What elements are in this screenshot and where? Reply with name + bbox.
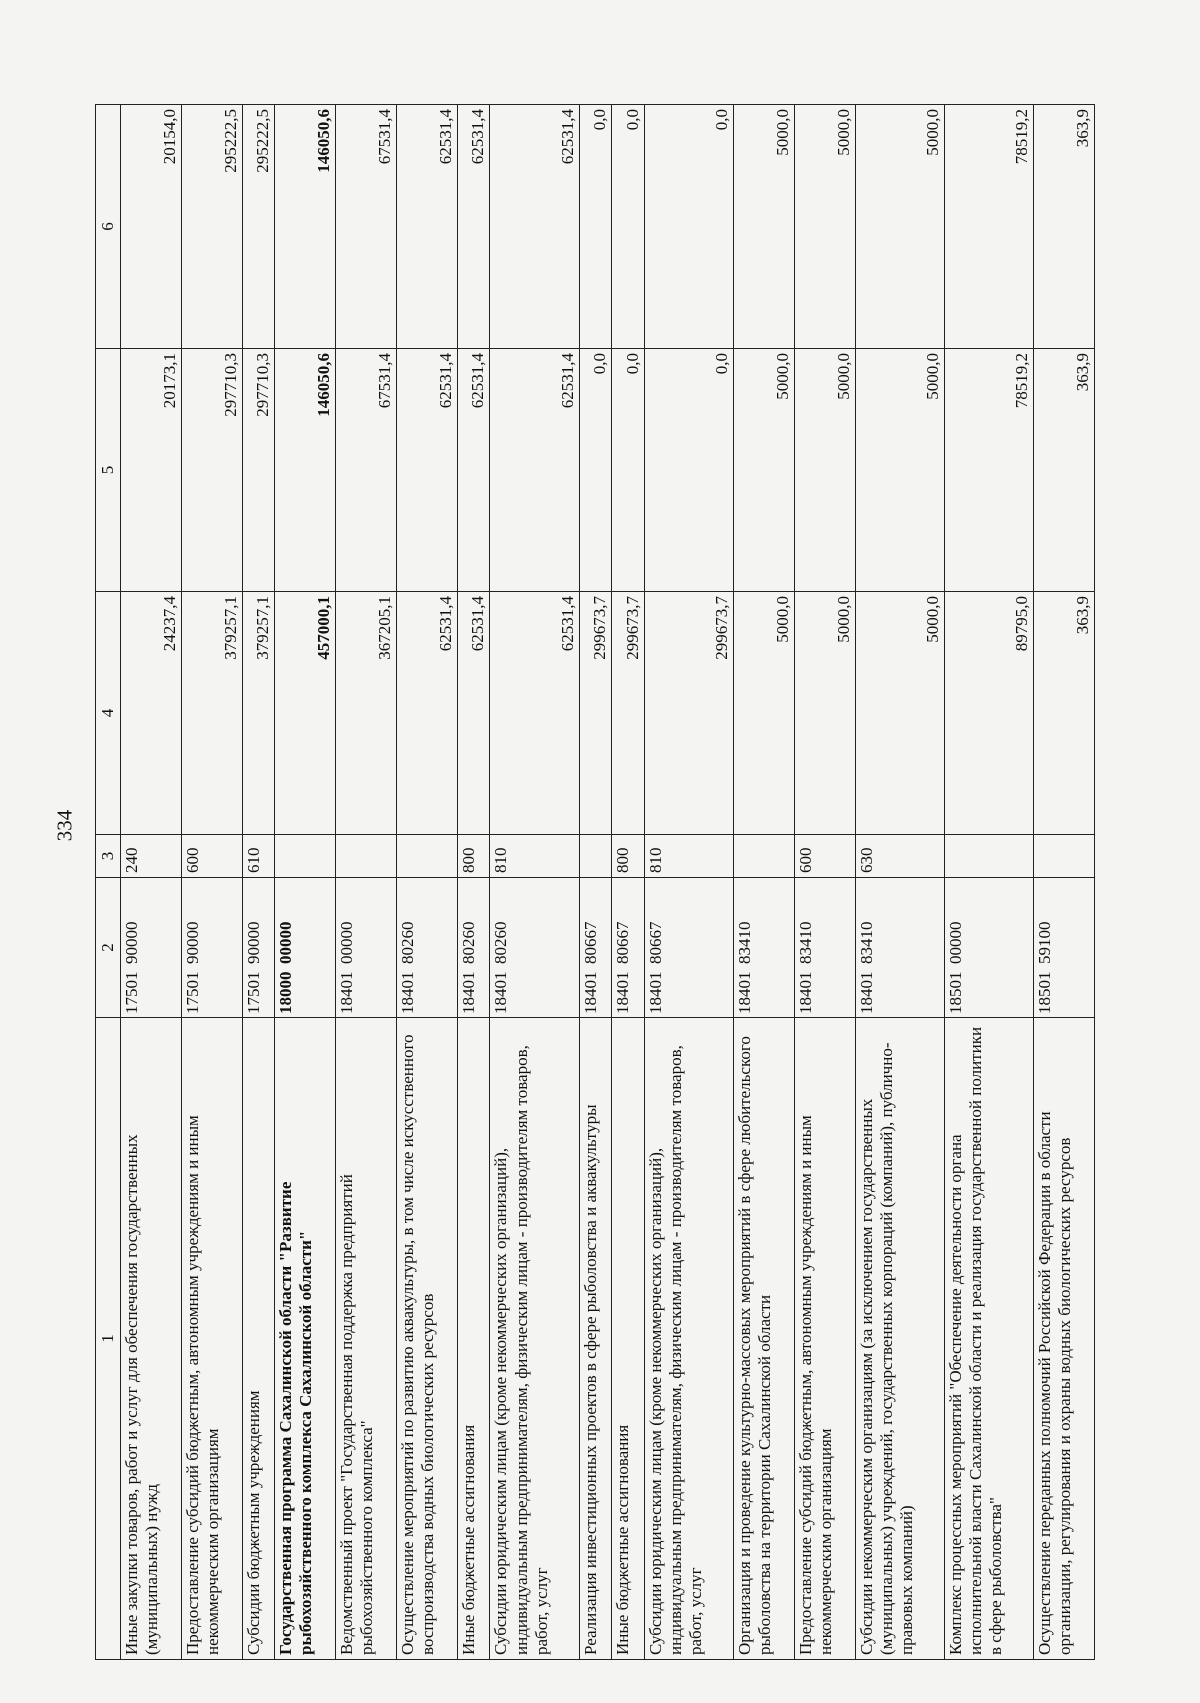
value-5-text: 5000,0 xyxy=(772,353,792,400)
code-part-2: 59100 xyxy=(1035,921,1055,964)
row-value-4 xyxy=(457,592,490,835)
code-part-2: 83410 xyxy=(734,921,754,964)
row-value-6 xyxy=(1034,105,1095,349)
row-description xyxy=(457,1018,490,1660)
row-value-5 xyxy=(490,349,579,592)
row-code xyxy=(579,878,612,1018)
value-4-text: 299673,7 xyxy=(622,596,642,660)
row-value-4 xyxy=(855,592,944,835)
value-4-text: 24237,4 xyxy=(159,596,179,652)
expense-type-text: 600 xyxy=(795,847,815,873)
row-code xyxy=(457,878,490,1018)
value-6-text: 20154,0 xyxy=(159,109,179,165)
table-row xyxy=(1034,105,1095,1660)
header-col-6: 6 xyxy=(96,105,121,349)
value-4-text: 363,9 xyxy=(1072,596,1092,635)
row-expense-type xyxy=(121,835,182,878)
row-description xyxy=(579,1018,612,1660)
value-6-text: 5000,0 xyxy=(922,109,942,156)
description-text: Реализация инвестиционных проектов в сфере рыболовства и аквакультуры xyxy=(580,1104,600,1655)
description-text: Предоставление субсидий бюджетным, автономным учреждениям и иным некоммерческим организациям xyxy=(795,1115,835,1655)
code-part-2: 83410 xyxy=(795,921,815,964)
row-value-6 xyxy=(242,105,275,349)
code-part-1: 18401 xyxy=(795,971,815,1014)
row-description xyxy=(121,1018,182,1660)
row-value-4 xyxy=(490,592,579,835)
row-value-5 xyxy=(121,349,182,592)
value-6-text: 5000,0 xyxy=(772,109,792,156)
row-value-4 xyxy=(733,592,794,835)
value-5-text: 62531,4 xyxy=(435,353,455,409)
table-row xyxy=(336,105,397,1660)
row-value-4 xyxy=(944,592,1033,835)
value-6-text: 0,0 xyxy=(711,109,731,131)
value-6-text: 5000,0 xyxy=(833,109,853,156)
value-5-text: 297710,3 xyxy=(220,353,240,417)
value-5-text: 363,9 xyxy=(1072,353,1092,392)
row-value-4 xyxy=(644,592,733,835)
code-part-2: 80667 xyxy=(613,921,633,964)
table-row xyxy=(181,105,242,1660)
value-5-text: 0,0 xyxy=(711,353,731,375)
value-6-text: 0,0 xyxy=(622,109,642,131)
row-expense-type xyxy=(397,835,458,878)
expense-type-text: 610 xyxy=(243,847,263,873)
value-6-text: 363,9 xyxy=(1072,109,1092,148)
row-code xyxy=(733,878,794,1018)
code-part-2: 00000 xyxy=(337,921,357,964)
row-value-6 xyxy=(612,105,645,349)
row-value-6 xyxy=(121,105,182,349)
code-part-2: 90000 xyxy=(122,921,141,964)
row-description xyxy=(336,1018,397,1660)
row-value-5 xyxy=(644,349,733,592)
expense-type-text: 800 xyxy=(613,847,633,873)
row-value-4 xyxy=(1034,592,1095,835)
row-description xyxy=(644,1018,733,1660)
value-5-text: 0,0 xyxy=(622,353,642,375)
description-text: Организация и проведение культурно-массовых мероприятий в сфере любительского рыболовства на территории Сахалинской области xyxy=(734,1036,774,1655)
description-text: Комплекс процессных мероприятий "Обеспечение деятельности органа исполнительной власти Сахалинской области и реализация государственной политики в сфере рыболовства" xyxy=(945,1026,1005,1655)
row-value-5 xyxy=(579,349,612,592)
code-part-1: 18401 xyxy=(734,971,754,1014)
row-value-4 xyxy=(612,592,645,835)
page-number xyxy=(50,795,80,855)
row-value-5 xyxy=(275,349,336,592)
row-expense-type xyxy=(644,835,733,878)
row-code xyxy=(397,878,458,1018)
code-part-1: 18401 xyxy=(398,971,418,1014)
value-5-text: 78519,2 xyxy=(1012,353,1032,409)
value-6-text: 295222,5 xyxy=(253,109,273,173)
row-code xyxy=(242,878,275,1018)
row-expense-type xyxy=(612,835,645,878)
value-6-text: 146050,6 xyxy=(314,109,334,173)
expense-type-text: 600 xyxy=(182,847,202,873)
code-part-1: 17501 xyxy=(122,971,141,1014)
budget-table-wrapper xyxy=(95,105,1095,1660)
value-4-text: 457000,1 xyxy=(314,596,334,660)
table-row xyxy=(457,105,490,1660)
row-value-6 xyxy=(181,105,242,349)
row-expense-type xyxy=(579,835,612,878)
row-value-6 xyxy=(855,105,944,349)
row-value-4 xyxy=(242,592,275,835)
row-code xyxy=(612,878,645,1018)
row-value-5 xyxy=(794,349,855,592)
value-5-text: 5000,0 xyxy=(833,353,853,400)
value-6-text: 78519,2 xyxy=(1012,109,1032,165)
table-row xyxy=(733,105,794,1660)
code-part-1: 18401 xyxy=(458,971,478,1014)
code-part-1: 18401 xyxy=(645,971,665,1014)
code-part-1: 17501 xyxy=(182,971,202,1014)
description-text: Осуществление мероприятий по развитию аквакультуры, в том числе искусственного воспроизводства водных биологических ресурсов xyxy=(398,1034,438,1655)
row-value-5 xyxy=(397,349,458,592)
row-description xyxy=(733,1018,794,1660)
row-value-6 xyxy=(794,105,855,349)
row-code xyxy=(855,878,944,1018)
row-expense-type xyxy=(490,835,579,878)
row-description xyxy=(397,1018,458,1660)
description-text: Осуществление переданных полномочий Российской Федерации в области организации, регулирования и охраны водных биологических ресурсов xyxy=(1035,1111,1075,1655)
value-4-text: 367205,1 xyxy=(375,596,394,660)
row-code xyxy=(275,878,336,1018)
description-text: Иные бюджетные ассигнования xyxy=(613,1424,633,1655)
table-body xyxy=(121,105,1095,1660)
table-row xyxy=(612,105,645,1660)
value-5-text: 0,0 xyxy=(590,353,610,375)
row-code xyxy=(644,878,733,1018)
code-part-1: 18401 xyxy=(337,971,357,1014)
row-value-5 xyxy=(944,349,1033,592)
code-part-2: 90000 xyxy=(243,921,263,964)
value-6-text: 295222,5 xyxy=(220,109,240,173)
row-value-4 xyxy=(181,592,242,835)
row-expense-type xyxy=(794,835,855,878)
code-part-2: 80667 xyxy=(580,921,600,964)
table-row xyxy=(579,105,612,1660)
expense-type-text: 810 xyxy=(491,847,511,873)
page-number-text: 334 xyxy=(52,809,77,841)
description-text: Субсидии бюджетным учреждениям xyxy=(243,1390,263,1655)
description-text: Иные закупки товаров, работ и услуг для обеспечения государственных (муниципальных) нужд xyxy=(122,1134,162,1655)
code-part-1: 18401 xyxy=(856,971,876,1014)
row-value-5 xyxy=(733,349,794,592)
description-text: Предоставление субсидий бюджетным, автономным учреждениям и иным некоммерческим организациям xyxy=(182,1115,222,1655)
value-4-text: 5000,0 xyxy=(772,596,792,643)
value-6-text: 62531,4 xyxy=(557,109,577,165)
description-text: Субсидии юридическим лицам (кроме некоммерческих организаций), индивидуальным предпринимателям, физическим лицам - производителям товаров, работ, услуг xyxy=(645,1045,705,1655)
value-4-text: 5000,0 xyxy=(833,596,853,643)
value-4-text: 62531,4 xyxy=(435,596,455,652)
row-expense-type xyxy=(855,835,944,878)
row-value-6 xyxy=(397,105,458,349)
row-value-4 xyxy=(579,592,612,835)
description-text: Иные бюджетные ассигнования xyxy=(458,1424,478,1655)
value-5-text: 62531,4 xyxy=(468,353,488,409)
table-row xyxy=(490,105,579,1660)
code-part-2: 80260 xyxy=(458,921,478,964)
row-code xyxy=(944,878,1033,1018)
budget-table xyxy=(95,104,1095,1660)
expense-type-text: 800 xyxy=(458,847,478,873)
code-part-1: 17501 xyxy=(243,971,263,1014)
row-value-6 xyxy=(336,105,397,349)
table-row xyxy=(242,105,275,1660)
row-description xyxy=(1034,1018,1095,1660)
row-expense-type xyxy=(181,835,242,878)
header-col-4: 4 xyxy=(96,592,121,835)
row-value-4 xyxy=(336,592,397,835)
code-part-1: 18501 xyxy=(945,971,965,1014)
value-4-text: 379257,1 xyxy=(220,596,240,660)
row-value-4 xyxy=(397,592,458,835)
header-col-5: 5 xyxy=(96,349,121,592)
row-expense-type xyxy=(457,835,490,878)
value-4-text: 62531,4 xyxy=(557,596,577,652)
value-5-text: 67531,4 xyxy=(375,353,394,409)
row-value-6 xyxy=(457,105,490,349)
row-value-5 xyxy=(181,349,242,592)
header-row xyxy=(96,105,121,1660)
value-4-text: 299673,7 xyxy=(711,596,731,660)
row-value-6 xyxy=(733,105,794,349)
row-description xyxy=(944,1018,1033,1660)
row-value-5 xyxy=(242,349,275,592)
row-expense-type xyxy=(242,835,275,878)
row-description xyxy=(794,1018,855,1660)
value-4-text: 89795,0 xyxy=(1012,596,1032,652)
row-description xyxy=(855,1018,944,1660)
value-5-text: 146050,6 xyxy=(314,353,334,417)
row-value-6 xyxy=(275,105,336,349)
row-expense-type xyxy=(275,835,336,878)
row-value-4 xyxy=(794,592,855,835)
row-value-4 xyxy=(121,592,182,835)
table-row xyxy=(397,105,458,1660)
row-description xyxy=(490,1018,579,1660)
code-part-2: 80667 xyxy=(645,921,665,964)
code-part-2: 80260 xyxy=(398,921,418,964)
code-part-1: 18401 xyxy=(613,971,633,1014)
description-text: Субсидии юридическим лицам (кроме некоммерческих организаций), индивидуальным предпринимателям, физическим лицам - производителям товаров, работ, услуг xyxy=(491,1045,551,1655)
header-col-2: 2 xyxy=(96,878,121,1018)
row-value-6 xyxy=(579,105,612,349)
row-code xyxy=(121,878,182,1018)
table-row xyxy=(644,105,733,1660)
code-part-2: 00000 xyxy=(945,921,965,964)
row-expense-type xyxy=(1034,835,1095,878)
code-part-1: 18000 xyxy=(276,971,296,1014)
value-5-text: 5000,0 xyxy=(922,353,942,400)
value-4-text: 5000,0 xyxy=(922,596,942,643)
expense-type-text: 630 xyxy=(856,847,876,873)
expense-type-text: 240 xyxy=(122,847,141,873)
row-value-5 xyxy=(855,349,944,592)
value-5-text: 20173,1 xyxy=(159,353,179,409)
description-text: Государственная программа Сахалинской области "Развитие рыбохозяйственного комплекса Сахалинской области" xyxy=(276,1181,316,1655)
row-description xyxy=(275,1018,336,1660)
table-row xyxy=(121,105,182,1660)
row-value-5 xyxy=(612,349,645,592)
value-6-text: 62531,4 xyxy=(468,109,488,165)
row-code xyxy=(1034,878,1095,1018)
value-6-text: 62531,4 xyxy=(435,109,455,165)
header-col-3: 3 xyxy=(96,835,121,878)
row-value-5 xyxy=(336,349,397,592)
row-value-5 xyxy=(1034,349,1095,592)
row-expense-type xyxy=(336,835,397,878)
value-6-text: 0,0 xyxy=(590,109,610,131)
row-description xyxy=(242,1018,275,1660)
description-text: Субсидии некоммерческим организациям (за исключением государственных (муниципальных) учреждений, государственных корпораций (компаний), публично-правовых компаний) xyxy=(856,1042,916,1655)
code-part-2: 00000 xyxy=(276,921,296,964)
value-4-text: 299673,7 xyxy=(590,596,610,660)
code-part-1: 18501 xyxy=(1035,971,1055,1014)
code-part-2: 83410 xyxy=(856,921,876,964)
value-4-text: 379257,1 xyxy=(253,596,273,660)
code-part-2: 80260 xyxy=(491,921,511,964)
row-value-6 xyxy=(490,105,579,349)
row-code xyxy=(490,878,579,1018)
row-code xyxy=(794,878,855,1018)
value-5-text: 62531,4 xyxy=(557,353,577,409)
row-value-4 xyxy=(275,592,336,835)
row-expense-type xyxy=(733,835,794,878)
value-5-text: 297710,3 xyxy=(253,353,273,417)
code-part-1: 18401 xyxy=(580,971,600,1014)
code-part-2: 90000 xyxy=(182,921,202,964)
row-description xyxy=(181,1018,242,1660)
table-row xyxy=(944,105,1033,1660)
row-code xyxy=(181,878,242,1018)
row-value-6 xyxy=(944,105,1033,349)
value-4-text: 62531,4 xyxy=(468,596,488,652)
table-row xyxy=(855,105,944,1660)
code-part-1: 18401 xyxy=(491,971,511,1014)
header-col-1: 1 xyxy=(96,1018,121,1660)
row-expense-type xyxy=(944,835,1033,878)
row-code xyxy=(336,878,397,1018)
value-6-text: 67531,4 xyxy=(375,109,394,165)
table-row xyxy=(275,105,336,1660)
row-description xyxy=(612,1018,645,1660)
table-row xyxy=(794,105,855,1660)
expense-type-text: 810 xyxy=(645,847,665,873)
row-value-6 xyxy=(644,105,733,349)
description-text: Ведомственный проект "Государственная поддержка предприятий рыбохозяйственного комплекса" xyxy=(337,1174,377,1655)
row-value-5 xyxy=(457,349,490,592)
